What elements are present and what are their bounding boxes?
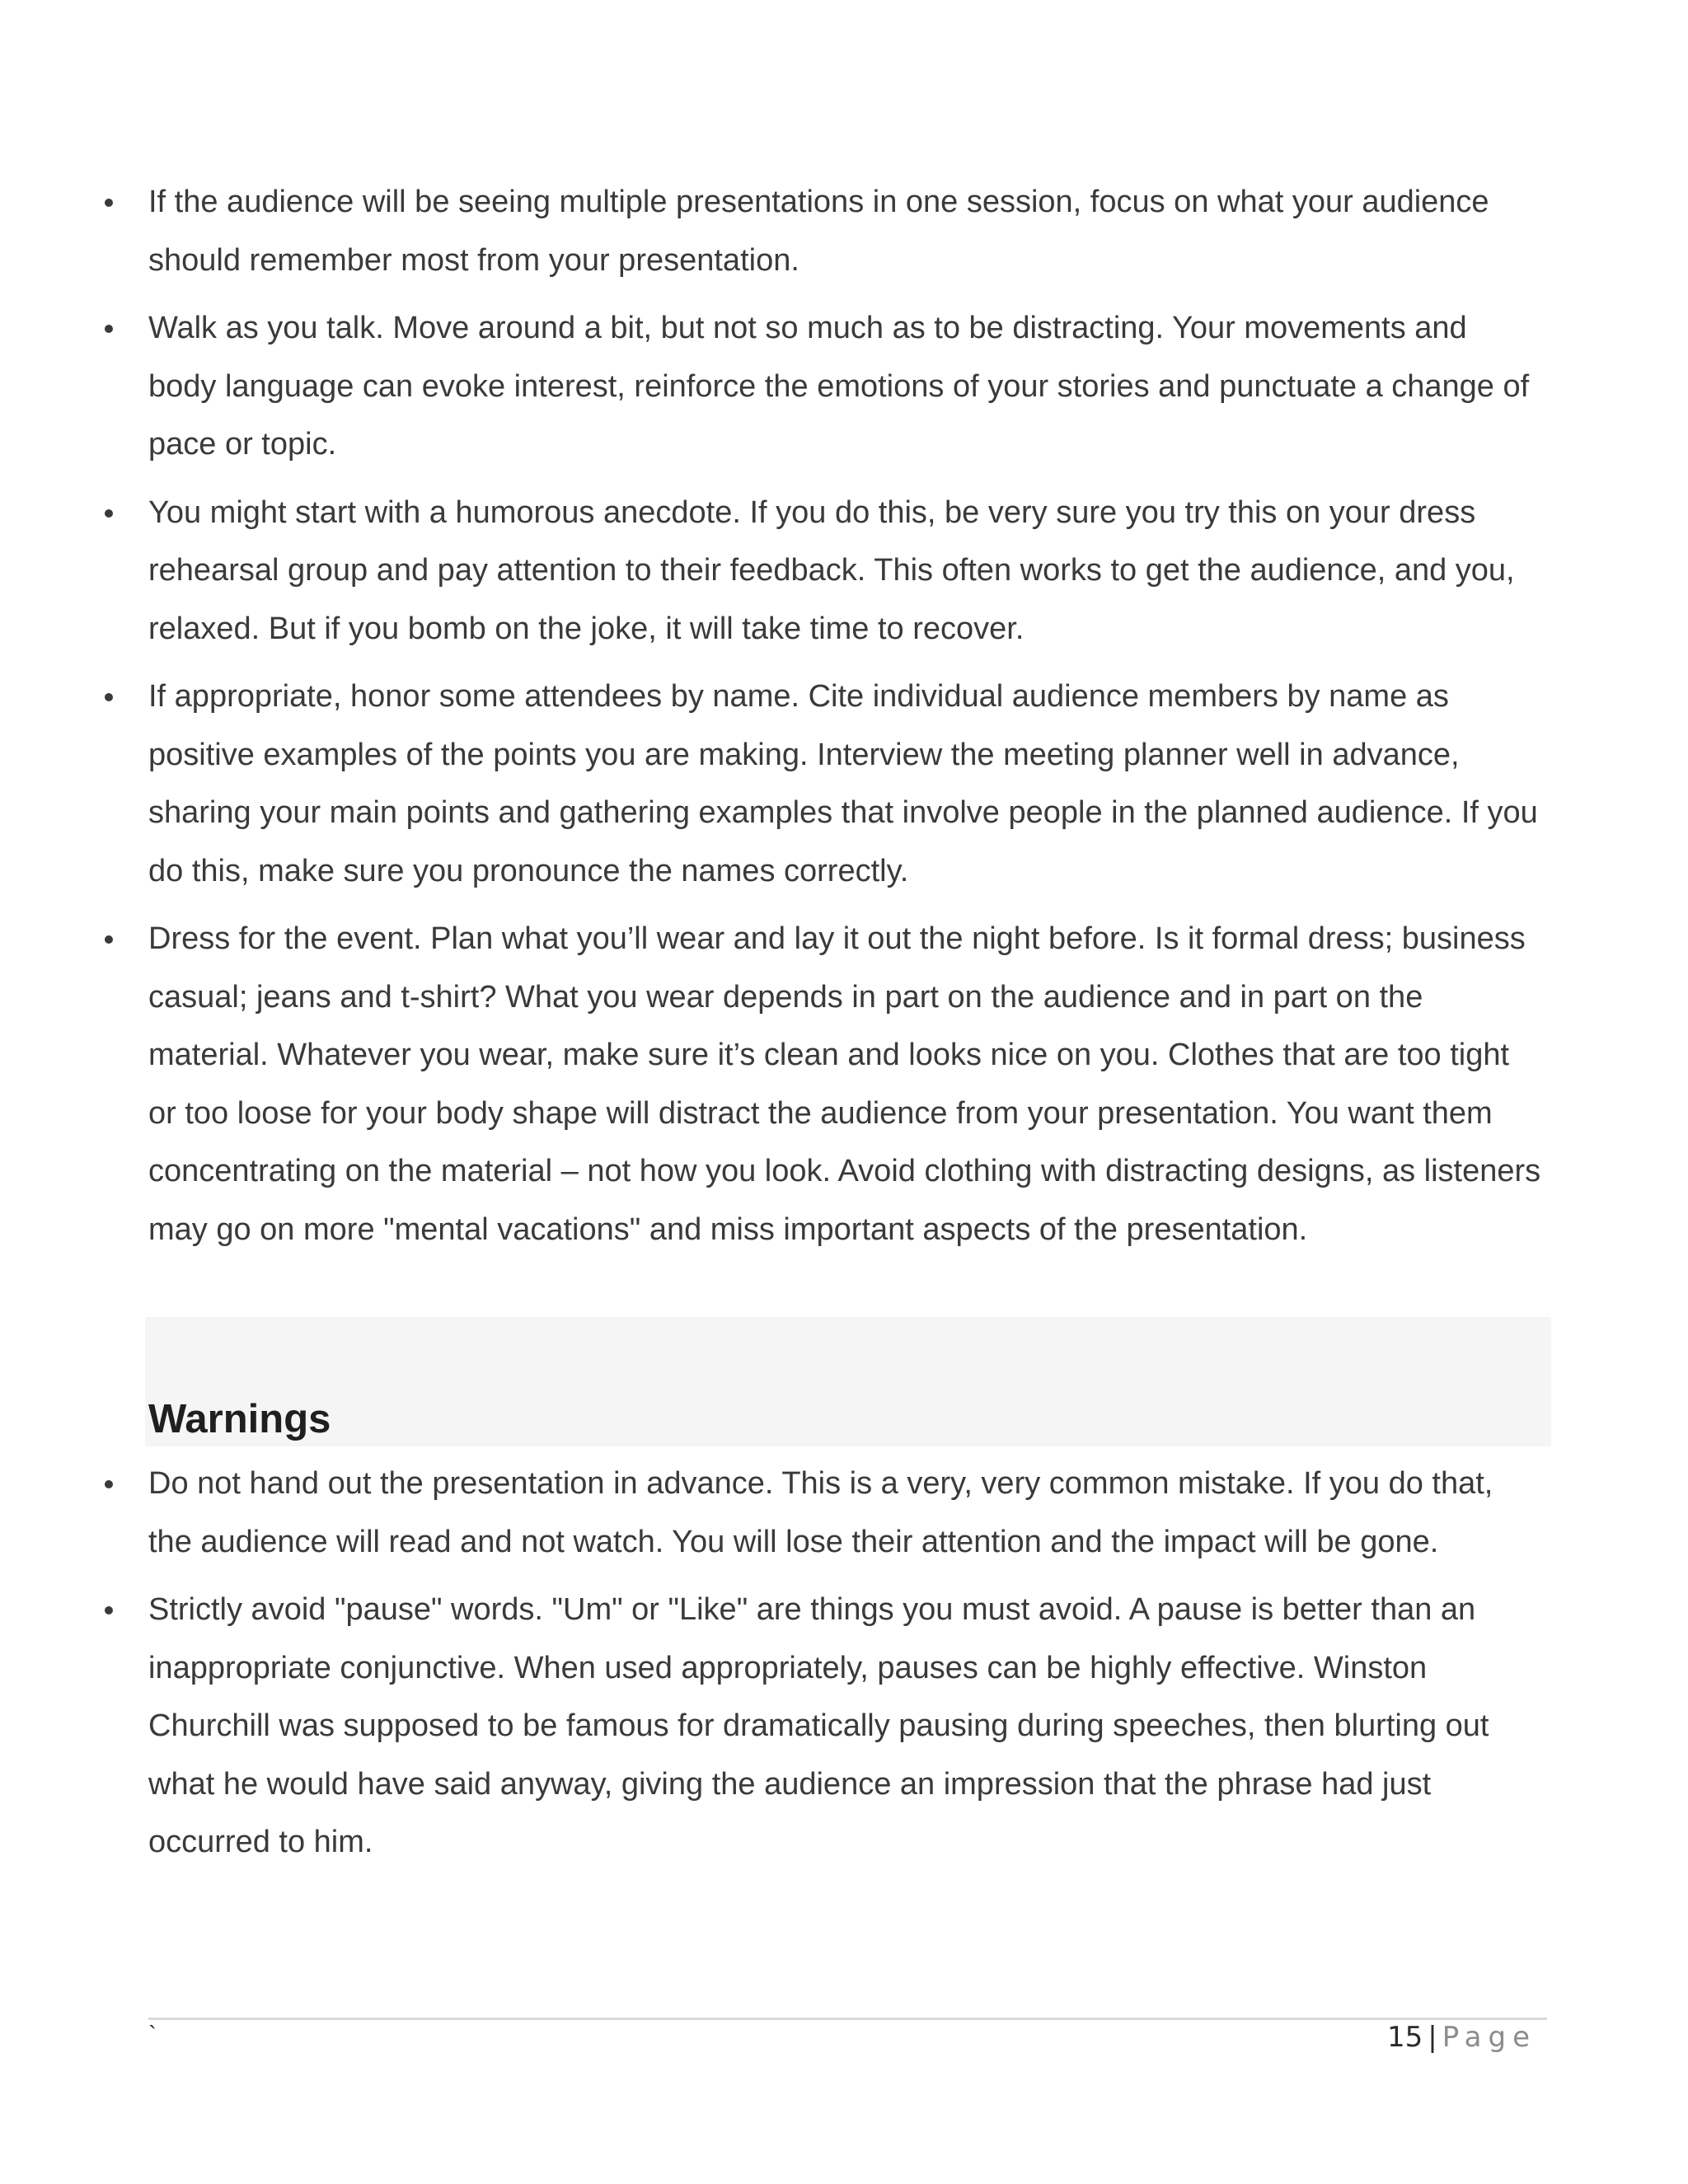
bullet-icon (105, 325, 113, 333)
warnings-list (148, 1455, 1541, 1872)
warnings-heading-band (145, 1317, 1551, 1446)
list-item-text: If the audience will be seeing multiple presentations in one session, focus on what your audience should remember most from your presentation. (148, 185, 1489, 278)
list-item-text: Walk as you talk. Move around a bit, but not so much as to be distracting. Your movements and body language can evoke interest, reinforce the emotions of your stories and punctuate a change of pace or topic. (148, 311, 1530, 462)
list-item (148, 299, 1541, 474)
footer-mark: ` (148, 2022, 157, 2049)
bullet-icon (105, 935, 113, 944)
tips-section (148, 173, 1541, 1268)
list-item (148, 1455, 1541, 1571)
page-label: Page (1442, 2021, 1536, 2054)
footer-divider (148, 2018, 1547, 2020)
page-number (1387, 2021, 1536, 2054)
bullet-icon (105, 1606, 113, 1615)
list-item (148, 910, 1541, 1258)
bullet-icon (105, 509, 113, 518)
bullet-icon (105, 199, 113, 207)
list-item-text: Dress for the event. Plan what you’ll wear and lay it out the night before. Is it formal dress; business casual; jeans and t-shirt? What you wear depends in part on the audience and in part on the material. Whatever you wear, make sure it’s clean and looks nice on you. Clothes that are too tight or too loose for your body shape will distract the audience from your presentation. You want them concentrating on the material – not how you look. Avoid clothing with distracting designs, as listeners may go on more "mental vacations" and miss important aspects of the presentation. (148, 921, 1541, 1247)
list-item-text: Do not hand out the presentation in advance. This is a very, very common mistake. If you do that, the audience will read and not watch. You will lose their attention and the impact will be gone. (148, 1466, 1493, 1559)
warnings-section (148, 1455, 1541, 1882)
warnings-heading: Warnings (148, 1397, 331, 1441)
bullet-icon (105, 1480, 113, 1488)
list-item (148, 484, 1541, 658)
list-item (148, 173, 1541, 289)
page-number-separator: | (1428, 2021, 1437, 2054)
bullet-icon (105, 693, 113, 701)
list-item-text: You might start with a humorous anecdote. If you do this, be very sure you try this on your dress rehearsal group and pay attention to their feedback. This often works to get the audience, and you, relaxed. But if you bomb on the joke, it will take time to recover. (148, 494, 1515, 646)
list-item-text: If appropriate, honor some attendees by name. Cite individual audience members by name as positive examples of the points you are making. Interview the meeting planner well in advance, sharing your main points and gathering examples that involve people in the planned audience. If you do this, make sure you pronounce the names correctly. (148, 679, 1538, 888)
tips-list (148, 173, 1541, 1258)
list-item (148, 1581, 1541, 1872)
page-number-value: 15 (1386, 2021, 1423, 2054)
list-item (148, 668, 1541, 900)
list-item-text: Strictly avoid "pause" words. "Um" or "Like" are things you must avoid. A pause is better than an inappropriate conjunctive. When used appropriately, pauses can be highly effective. Winston Churchill was supposed to be famous for dramatically pausing during speeches, then blurting out what he would have said anyway, giving the audience an impression that the phrase had just occurred to him. (148, 1592, 1489, 1859)
